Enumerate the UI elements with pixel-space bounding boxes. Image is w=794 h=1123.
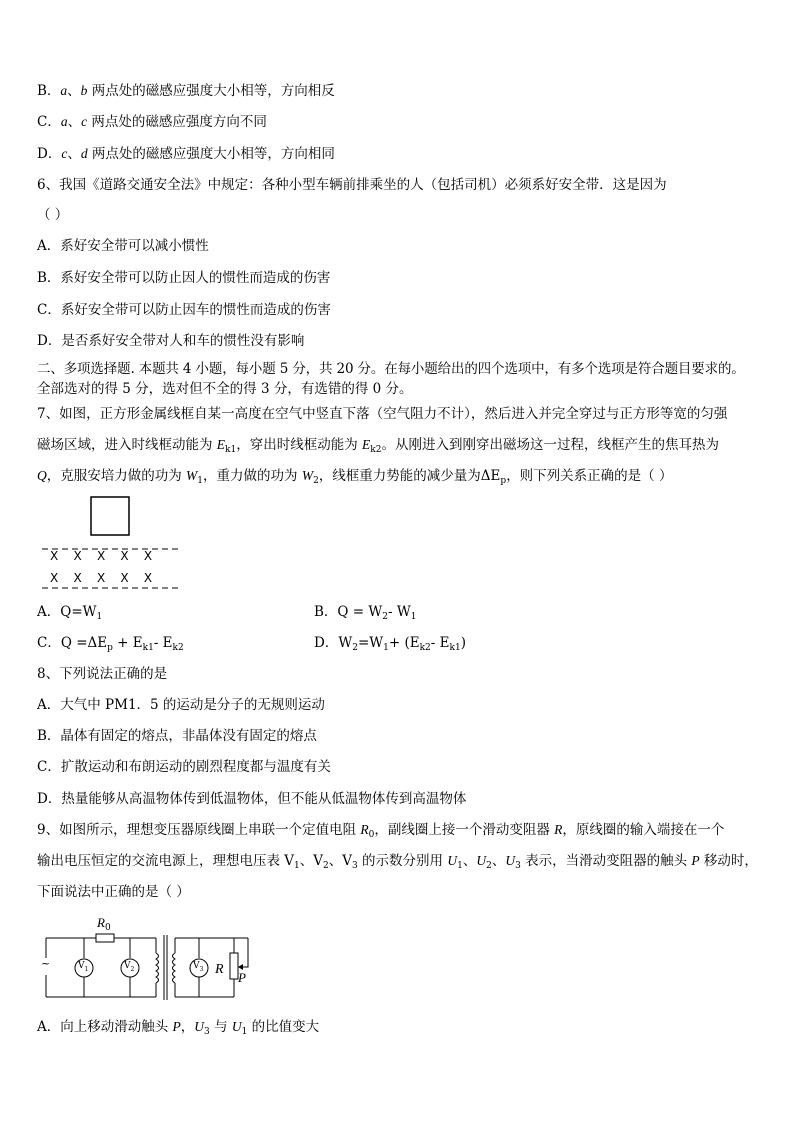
q5-option-c: C．a、c 两点处的磁感应强度方向不同 — [37, 114, 267, 130]
q8-option-b: B．晶体有固定的熔点，非晶体没有固定的熔点 — [37, 728, 317, 744]
q9-option-a: A．向上移动滑动触头 P，$U_3$ 与 $U_1$ 的比值变大 — [37, 1019, 320, 1037]
square-frame — [91, 497, 129, 535]
q8-option-a: A．大气中 PM1．5 的运动是分子的无规则运动 — [37, 697, 325, 713]
q5-option-b: B．a、b 两点处的磁感应强度大小相等，方向相反 — [37, 83, 335, 99]
label-v3: $V_3$ — [193, 961, 204, 973]
field-row-2: X X X X X — [50, 571, 153, 585]
q5-option-d: D．c、d 两点处的磁感应强度大小相等，方向相同 — [37, 146, 335, 162]
q7-option-a: A．$Q=W_1$ — [37, 604, 103, 622]
q7-figure — [40, 492, 180, 592]
circuit-svg — [38, 915, 258, 1003]
label-v1: $V_1$ — [78, 961, 89, 973]
q6-option-b: B．系好安全带可以防止因人的惯性而造成的伤害 — [37, 270, 331, 286]
q8-option-d: D．热量能够从高温物体传到低温物体，但不能从低温物体传到高温物体 — [37, 791, 467, 807]
label-r: R — [215, 962, 224, 977]
q8-option-c: C．扩散运动和布朗运动的剧烈程度都与温度有关 — [37, 759, 331, 775]
field-row-1: X X X X X — [50, 549, 153, 563]
section2-instructions-line1: 二、多项选择题. 本题共 4 小题，每小题 5 分，共 20 分。在每小题给出的四个选项中，有多个选项是符合题目要求的。 — [37, 361, 745, 377]
q9-stem-line3: 下面说法中正确的是（ ） — [37, 884, 190, 900]
q6-stem: 6、我国《道路交通安全法》中规定：各种小型车辆前排乘坐的人（包括司机）必须系好安全带．这是因为 — [37, 177, 667, 193]
q6-option-d: D．是否系好安全带对人和车的惯性没有影响 — [37, 333, 305, 349]
q8-stem: 8、下列说法正确的是 — [37, 666, 168, 682]
q7-option-b: B．$Q = W_2-$ $W_1$ — [314, 604, 417, 622]
q6-option-a: A．系好安全带可以减小惯性 — [37, 238, 209, 254]
q7-stem-line3: Q，克服安培力做的功为 $W_1$，重力做的功为 $W_2$，线框重力势能的减少量为$\Delta E_p$，则下列关系正确的是（ ） — [37, 468, 673, 486]
ac-source-icon: ~ — [41, 957, 51, 970]
q6-answer-paren: （ ） — [37, 207, 69, 223]
q9-stem-line1: 9、如图所示，理想变压器原线圈上串联一个定值电阻 $R_0$，副线圈上接一个滑动变阻器 R，原线圈的输入端接在一个 — [37, 822, 725, 840]
q6-option-c: C．系好安全带可以防止因车的惯性而造成的伤害 — [37, 302, 331, 318]
label-r0: $R_0$ — [97, 915, 111, 933]
label-v2: $V_2$ — [124, 961, 135, 973]
q9-circuit-figure — [38, 915, 258, 1003]
label-p: P — [238, 970, 246, 985]
q9-stem-line2: 输出电压恒定的交流电源上，理想电压表 $V_1$、$V_2$、$V_3$ 的示数分别用 $U_1$、$U_2$、$U_3$ 表示，当滑动变阻器的触头 P 移动时， — [37, 853, 758, 871]
q7-option-c: C．$Q =\Delta E_p + E_{k1}-$ $E_{k2}$ — [37, 635, 184, 653]
section2-instructions-line2: 全部选对的得 5 分，选对但不全的得 3 分，有选错的得 0 分。 — [37, 381, 413, 397]
q7-stem-line2: 磁场区域，进入时线框动能为 $E_{k1}$，穿出时线框动能为 $E_{k2}$。从刚进入到刚穿出磁场这一过程，线框产生的焦耳热为 — [37, 437, 719, 455]
q7-stem-line1: 7、如图，正方形金属线框自某一高度在空气中竖直下落（空气阻力不计），然后进入并完全穿过与正方形等宽的匀强 — [37, 406, 728, 422]
q7-option-d: D．$W_2=W_1+ (E_{k2}-$ $E_{k1}$) — [314, 635, 466, 653]
